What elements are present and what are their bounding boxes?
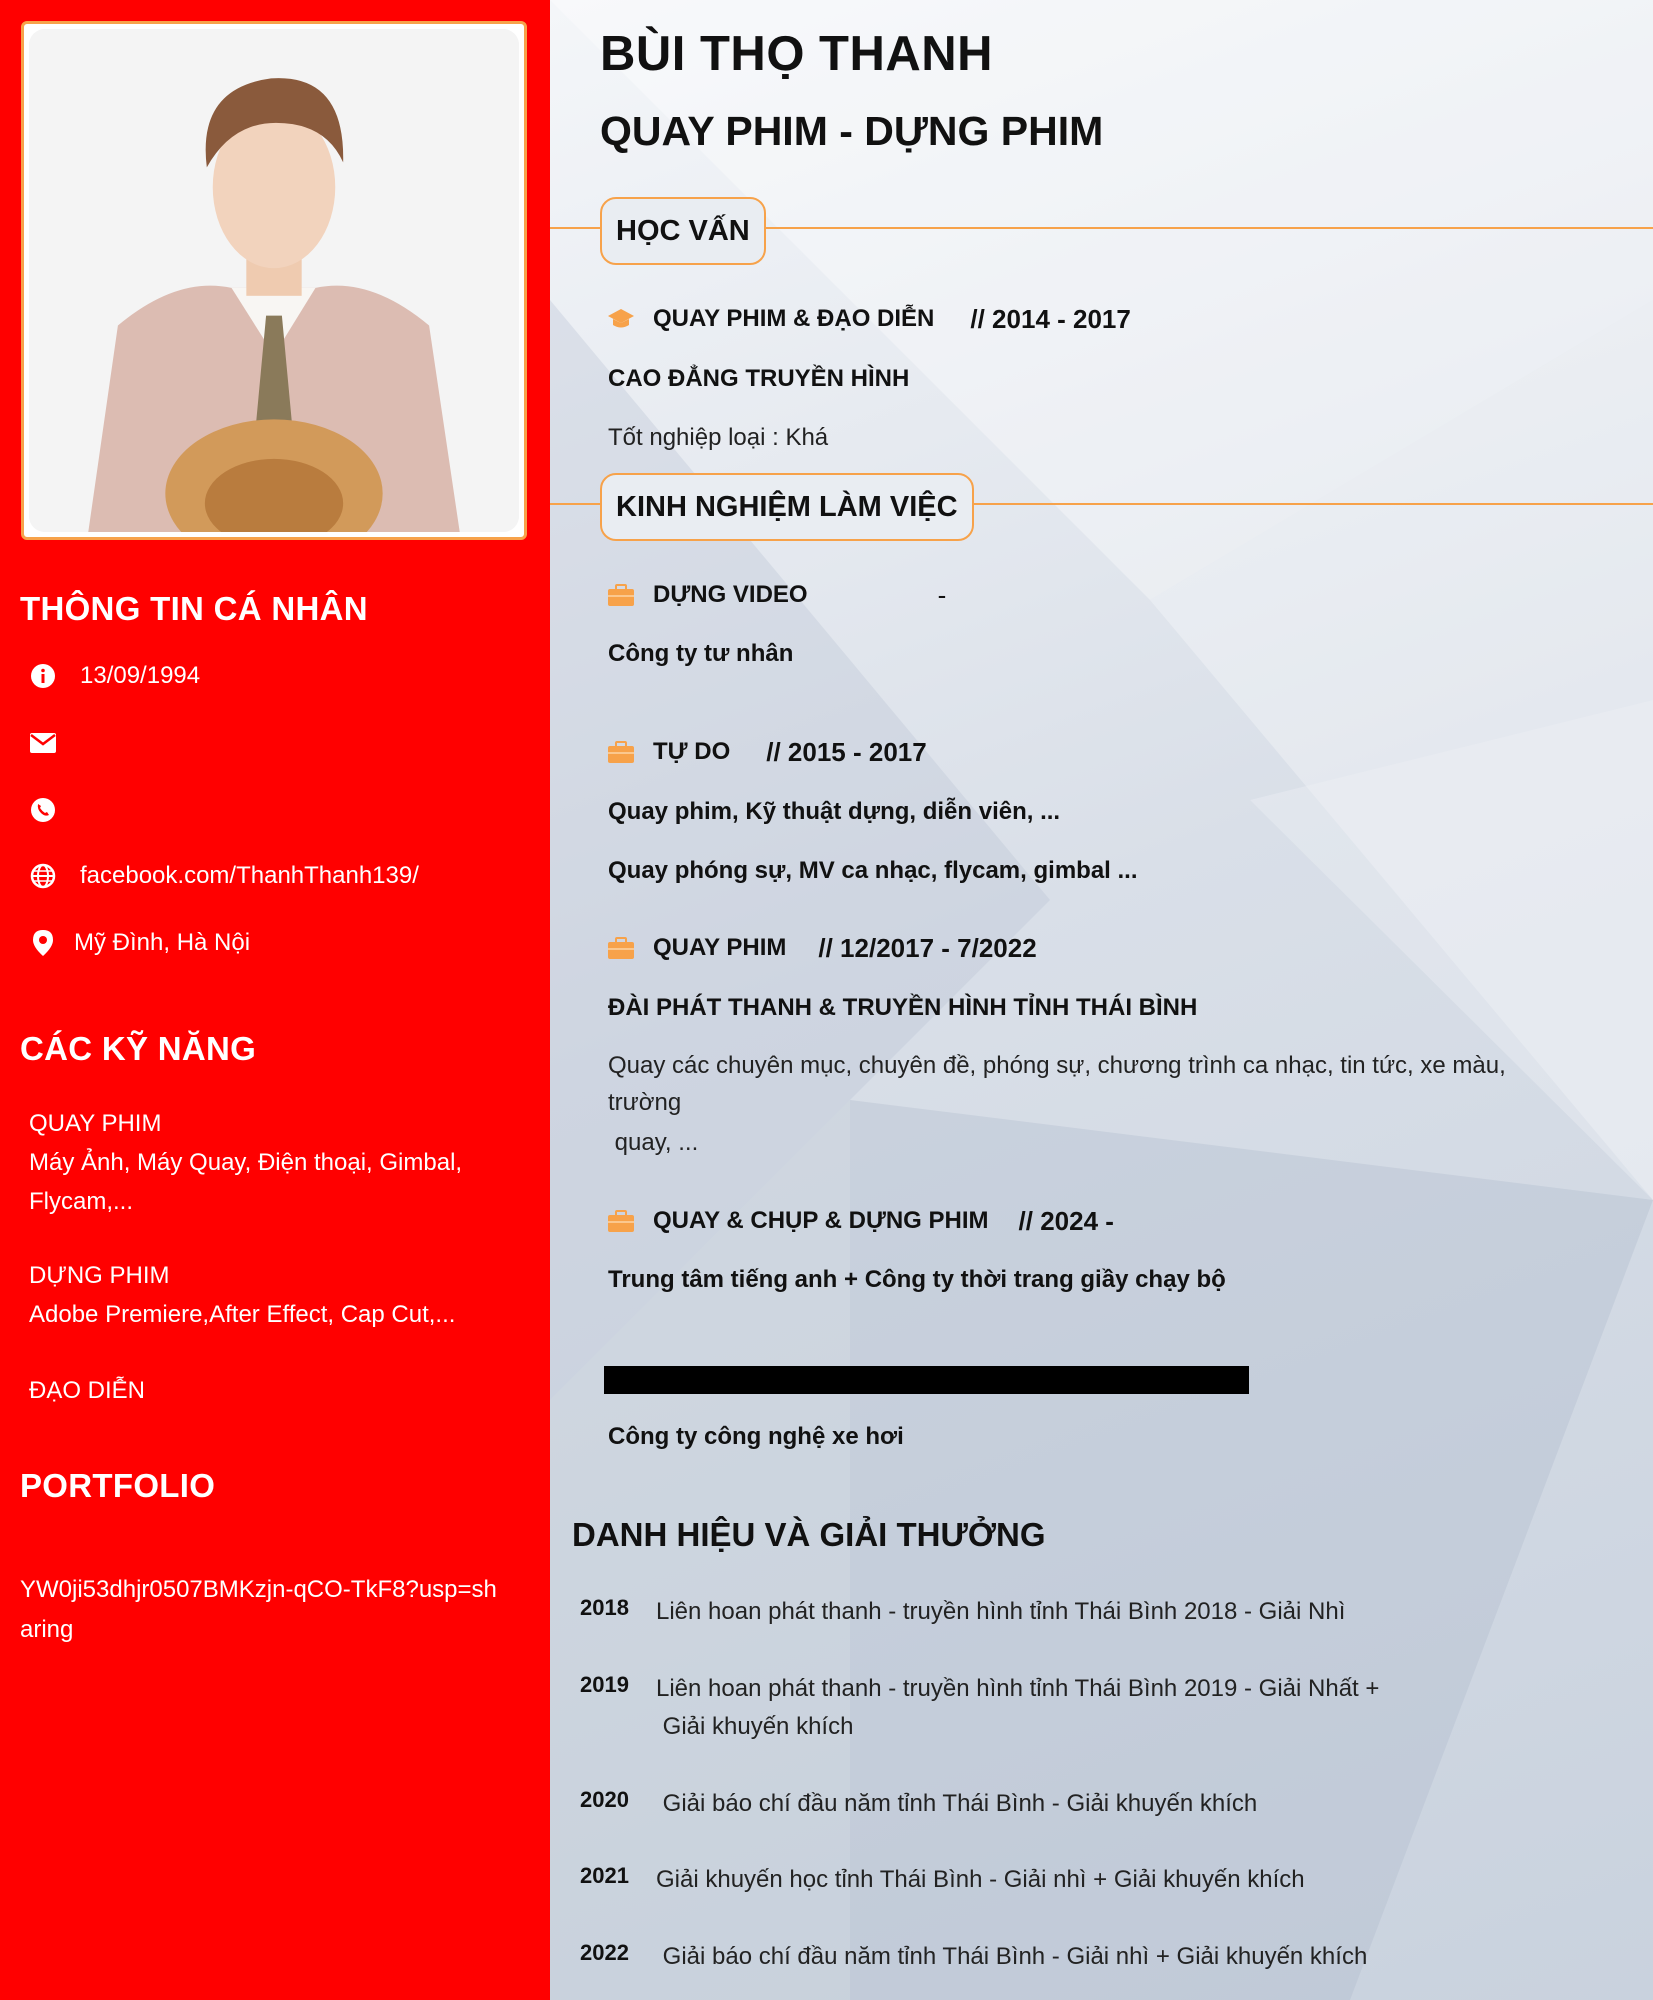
experience-dates: // 2015 - 2017 <box>766 736 927 767</box>
award-year: 2018 <box>580 1595 629 1620</box>
personal-info-heading: THÔNG TIN CÁ NHÂN <box>20 590 368 627</box>
experience-role: QUAY PHIM <box>653 934 787 961</box>
briefcase-icon <box>607 583 635 607</box>
info-row-location <box>28 923 251 963</box>
phone-icon <box>28 795 58 825</box>
job-title: QUAY PHIM - DỰNG PHIM <box>600 108 1104 154</box>
experience-description: quay, ... <box>608 1129 699 1156</box>
experience-role: TỰ DO <box>653 738 731 765</box>
award-text: Liên hoan phát thanh - truyền hình tỉnh Thái Bình 2019 - Giải Nhất + <box>656 1675 1380 1702</box>
experience-company: ĐÀI PHÁT THANH & TRUYỀN HÌNH TỈNH THÁI BÌNH <box>608 994 1198 1021</box>
award-year: 2020 <box>580 1787 629 1812</box>
experience-detail: Quay phim, Kỹ thuật dựng, diễn viên, ... <box>608 798 1061 825</box>
award-text: Giải khuyến học tỉnh Thái Bình - Giải nhì + Giải khuyến khích <box>656 1866 1305 1893</box>
briefcase-icon <box>607 936 635 960</box>
skill-title: DỰNG PHIM <box>29 1262 170 1289</box>
experience-detail: Quay phóng sự, MV ca nhạc, flycam, gimbal ... <box>608 857 1138 884</box>
birthday-text: 13/09/1994 <box>80 662 201 689</box>
skill-title: QUAY PHIM <box>29 1110 162 1137</box>
award-text: Liên hoan phát thanh - truyền hình tỉnh Thái Bình 2018 - Giải Nhì <box>656 1598 1346 1625</box>
main-content <box>550 0 1653 2000</box>
location-text: Mỹ Đình, Hà Nội <box>74 929 251 956</box>
info-row-birthday <box>28 656 201 696</box>
portfolio-heading: PORTFOLIO <box>20 1467 216 1504</box>
experience-entry-title <box>607 1204 1114 1238</box>
award-year: 2019 <box>580 1672 629 1697</box>
education-note: Tốt nghiệp loại : Khá <box>608 424 829 451</box>
skill-title: ĐẠO DIỄN <box>29 1377 146 1404</box>
skills-heading: CÁC KỸ NĂNG <box>20 1030 257 1067</box>
sidebar <box>0 0 550 2000</box>
map-pin-icon <box>28 928 58 958</box>
education-heading: HỌC VẤN <box>600 197 766 265</box>
experience-company: Trung tâm tiếng anh + Công ty thời trang giầy chạy bộ <box>608 1266 1226 1293</box>
profile-photo <box>29 29 519 532</box>
education-school: CAO ĐẲNG TRUYỀN HÌNH <box>608 365 910 392</box>
award-year: 2021 <box>580 1863 629 1888</box>
briefcase-icon <box>607 740 635 764</box>
award-text: Giải báo chí đầu năm tỉnh Thái Bình - Giải nhì + Giải khuyến khích <box>656 1943 1368 1970</box>
person-name: BÙI THỌ THANH <box>600 27 994 81</box>
education-entry-title <box>607 302 1131 336</box>
experience-role: DỰNG VIDEO <box>653 581 808 608</box>
skill-desc: Adobe Premiere,After Effect, Cap Cut,... <box>29 1301 456 1328</box>
website-link[interactable]: facebook.com/ThanhThanh139/ <box>80 862 419 889</box>
info-row-website[interactable] <box>28 856 419 896</box>
experience-entry-title <box>607 735 927 769</box>
experience-description: Quay các chuyên mục, chuyên đề, phóng sự, chương trình ca nhạc, tin tức, xe màu, <box>608 1052 1506 1079</box>
skill-desc: Máy Ảnh, Máy Quay, Điện thoại, Gimbal, Flycam,... <box>29 1149 463 1215</box>
experience-entry-title <box>607 931 1037 965</box>
experience-heading: KINH NGHIỆM LÀM VIỆC <box>600 473 974 541</box>
experience-company: Công ty công nghệ xe hơi <box>608 1423 904 1450</box>
experience-dates: - <box>937 579 947 610</box>
envelope-icon <box>28 728 58 758</box>
education-degree: QUAY PHIM & ĐẠO DIỄN <box>653 305 935 332</box>
info-icon <box>28 661 58 691</box>
portfolio-link[interactable]: YW0ji53dhjr0507BMKzjn-qCO-TkF8?usp=sharing <box>20 1576 497 1643</box>
experience-company: Công ty tư nhân <box>608 640 794 667</box>
experience-dates: // 2024 - <box>1018 1205 1114 1236</box>
info-row-email[interactable] <box>28 723 58 763</box>
award-year: 2022 <box>580 1940 629 1965</box>
experience-entry-title <box>607 578 946 612</box>
education-dates: // 2014 - 2017 <box>970 303 1131 334</box>
award-text: Giải báo chí đầu năm tỉnh Thái Bình - Giải khuyến khích <box>656 1790 1258 1817</box>
awards-heading: DANH HIỆU VÀ GIẢI THƯỞNG <box>572 1516 1046 1553</box>
award-text-continued: Giải khuyến khích <box>656 1713 854 1740</box>
info-row-phone[interactable] <box>28 790 58 830</box>
redaction-bar <box>604 1366 1249 1394</box>
briefcase-icon <box>607 1209 635 1233</box>
experience-description: trường <box>608 1089 682 1116</box>
graduation-cap-icon <box>607 307 635 331</box>
globe-icon <box>28 861 58 891</box>
profile-photo-frame <box>21 21 527 540</box>
experience-dates: // 12/2017 - 7/2022 <box>818 932 1037 963</box>
experience-role: QUAY & CHỤP & DỰNG PHIM <box>653 1207 989 1234</box>
